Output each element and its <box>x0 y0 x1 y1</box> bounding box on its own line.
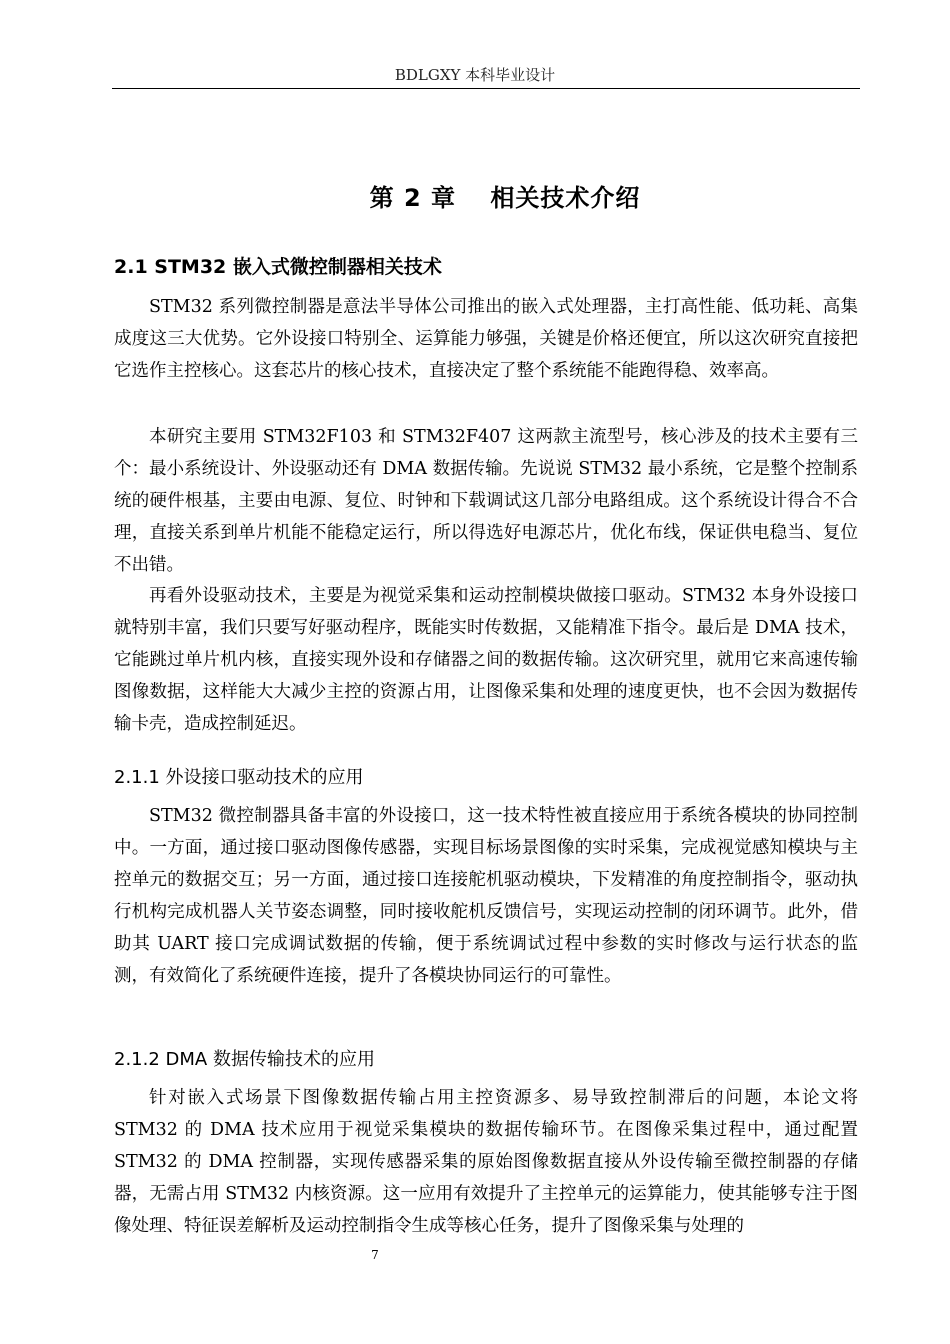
chapter-title: 第 2 章 相关技术介绍 <box>369 184 641 212</box>
section-heading-2-1: 2.1 STM32 嵌入式微控制器相关技术 <box>114 256 442 278</box>
section-heading-2-1-1: 2.1.1 外设接口驱动技术的应用 <box>114 767 364 788</box>
page-number: 7 <box>371 1248 379 1262</box>
paragraph: 针对嵌入式场景下图像数据传输占用主控资源多、易导致控制滞后的问题，本论文将 STM32 的 DMA 技术应用于视觉采集模块的数据传输环节。在图像采集过程中，通过配置 STM32 的 DMA 控制器，实现传感器采集的原始图像数据直接从外设传输至微控制器的存储器，无需占用 STM32 内核资源。这一应用有效提升了主控单元的运算能力，使其能够专注于图像处理、特征误差解析及运动控制指令生成等核心任务，提升了图像采集与处理的 <box>114 1088 858 1236</box>
paragraph: 本研究主要用 STM32F103 和 STM32F407 这两款主流型号，核心涉及的技术主要有三个：最小系统设计、外设驱动还有 DMA 数据传输。先说说 STM32 最小系统，它是整个控制系统的硬件根基，主要由电源、复位、时钟和下载调试这几部分电路组成。这个系统设计得合不合理，直接关系到单片机能不能稳定运行，所以得选好电源芯片，优化布线，保证供电稳当、复位不出错。 <box>114 427 858 575</box>
paragraph: 再看外设驱动技术，主要是为视觉采集和运动控制模块做接口驱动。STM32 本身外设接口就特别丰富，我们只要写好驱动程序，既能实时传数据，又能精准下指令。最后是 DMA 技术，它能跳过单片机内核，直接实现外设和存储器之间的数据传输。这次研究里，就用它来高速传输图像数据，这样能大大减少主控的资源占用，让图像采集和处理的速度更快，也不会因为数据传输卡壳，造成控制延迟。 <box>114 586 858 734</box>
paragraph: STM32 微控制器具备丰富的外设接口，这一技术特性被直接应用于系统各模块的协同控制中。一方面，通过接口驱动图像传感器，实现目标场景图像的实时采集，完成视觉感知模块与主控单元的数据交互；另一方面，通过接口连接舵机驱动模块，下发精准的角度控制指令，驱动执行机构完成机器人关节姿态调整，同时接收舵机反馈信号，实现运动控制的闭环调节。此外，借助其 UART 接口完成调试数据的传输，便于系统调试过程中参数的实时修改与运行状态的监测，有效简化了系统硬件连接，提升了各模块协同运行的可靠性。 <box>114 806 858 986</box>
paragraph: STM32 系列微控制器是意法半导体公司推出的嵌入式处理器，主打高性能、低功耗、高集成度这三大优势。它外设接口特别全、运算能力够强，关键是价格还便宜，所以这次研究直接把它选作主控核心。这套芯片的核心技术，直接决定了整个系统能不能跑得稳、效率高。 <box>114 297 858 381</box>
section-heading-2-1-2: 2.1.2 DMA 数据传输技术的应用 <box>114 1049 375 1070</box>
header-rule <box>112 88 860 89</box>
running-header: BDLGXY 本科毕业设计 <box>394 66 556 84</box>
